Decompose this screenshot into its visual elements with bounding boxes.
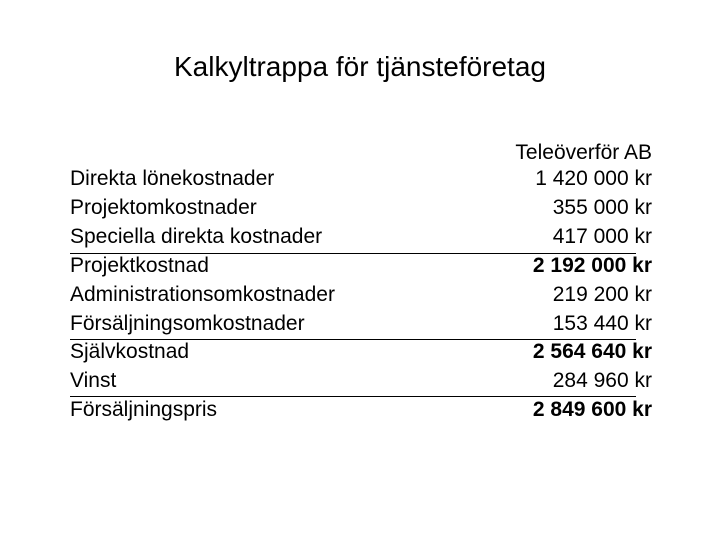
row-label: Projektomkostnader xyxy=(70,196,257,219)
table-row-vinst xyxy=(70,366,652,395)
table-row-administrationsomkostnader xyxy=(70,280,652,309)
row-value: 2 192 000 kr xyxy=(532,254,652,277)
table-row-sjalvkostnad xyxy=(70,337,652,366)
row-label: Självkostnad xyxy=(70,340,190,363)
row-value: 1 420 000 kr xyxy=(535,167,652,190)
row-value: 2 564 640 kr xyxy=(532,340,652,363)
row-label: Administrationsomkostnader xyxy=(70,283,335,306)
column-header: Teleöverför AB xyxy=(515,141,652,164)
table-row-speciella-direkta-kostnader xyxy=(70,222,652,251)
row-label: Speciella direkta kostnader xyxy=(70,225,323,248)
row-value: 219 200 kr xyxy=(552,283,652,306)
row-label: Direkta lönekostnader xyxy=(70,167,275,190)
row-value: 153 440 kr xyxy=(552,312,652,335)
row-label: Försäljningsomkostnader xyxy=(70,312,305,335)
table-row-forsaljningsomkostnader xyxy=(70,309,652,338)
table-row-forsaljningspris xyxy=(70,395,652,424)
row-label: Projektkostnad xyxy=(70,254,209,277)
row-label: Försäljningspris xyxy=(70,398,218,421)
table-row-projektomkostnader xyxy=(70,193,652,222)
table-row-direkta-lonekostnader xyxy=(70,164,652,193)
row-label: Vinst xyxy=(70,369,117,392)
row-value: 2 849 600 kr xyxy=(532,398,652,421)
table-row-projektkostnad xyxy=(70,251,652,280)
row-value: 417 000 kr xyxy=(552,225,652,248)
row-value: 284 960 kr xyxy=(552,369,652,392)
slide-title: Kalkyltrappa för tjänsteföretag xyxy=(174,51,546,82)
row-value: 355 000 kr xyxy=(552,196,652,219)
